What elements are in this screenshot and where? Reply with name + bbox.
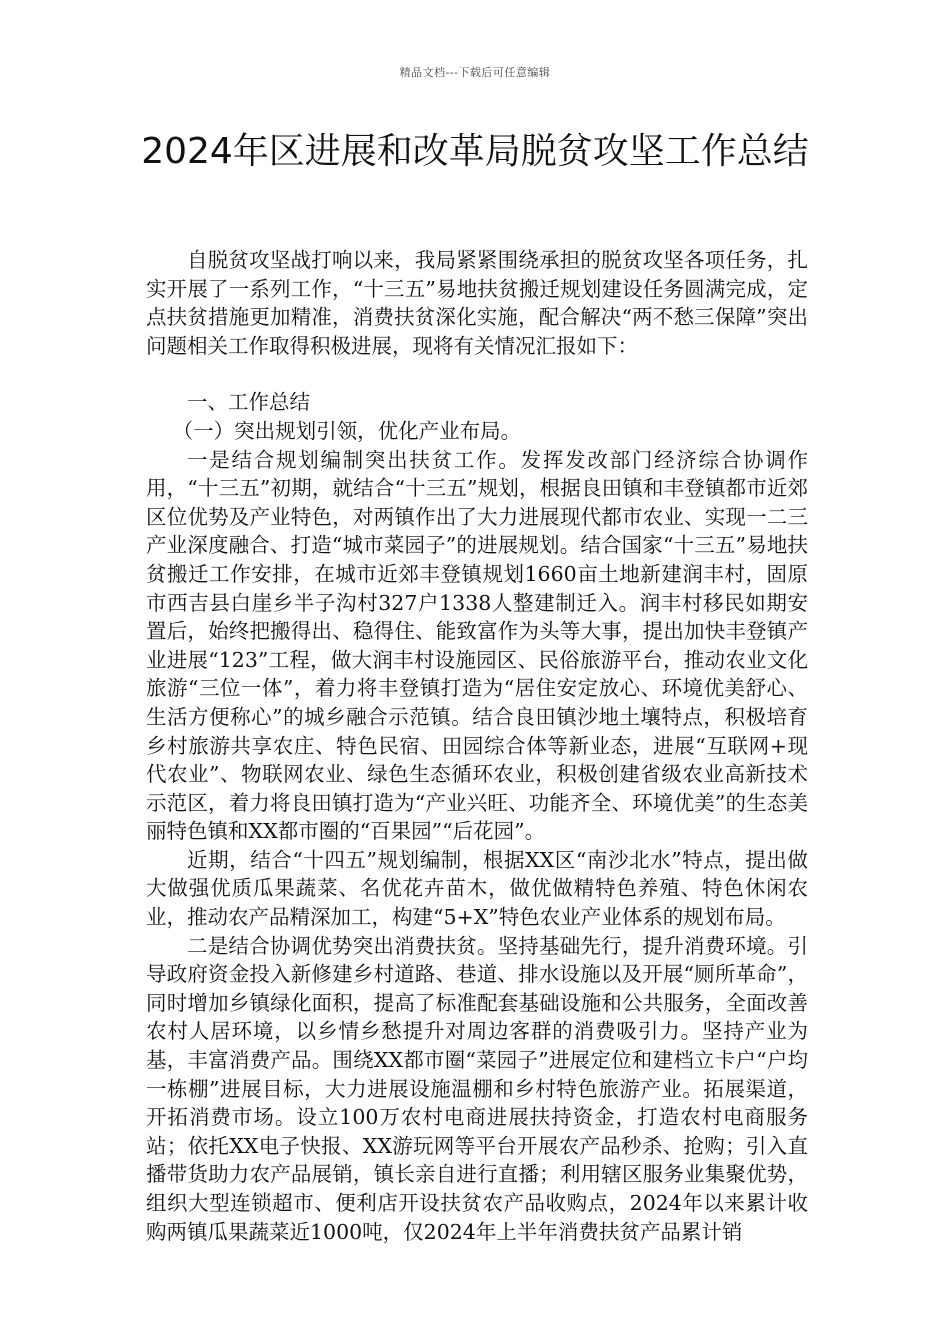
body-paragraph-2: 近期，结合“十四五”规划编制，根据XX区“南沙北水”特点，提出做大做强优质瓜果蔬菜、名优花卉苗木，做优做精特色养殖、特色休闲农业，推动农产品精深加工，构建“5+X”特色农业产业体系的规划布局。 [146, 847, 808, 930]
section-heading: 一、工作总结 [187, 390, 310, 415]
body-paragraph-3: 二是结合协调优势突出消费扶贫。坚持基础先行，提升消费环境。引导政府资金投入新修建乡村道路、巷道、排水设施以及开展“厕所革命”，同时增加乡镇绿化面积，提高了标准配套基础设施和公共服务，全面改善农村人居环境，以乡情乡愁提升对周边客群的消费吸引力。坚持产业为基，丰富消费产品。围绕XX都市圈“菜园子”进展定位和建档立卡户“户均一栋棚”进展目标，大力进展设施温棚和乡村特色旅游产业。拓展渠道，开拓消费市场。设立100万农村电商进展扶持资金，打造农村电商服务站；依托XX电子快报、XX游玩网等平台开展农产品秒杀、抢购；引入直播带货助力农产品展销，镇长亲自进行直播；利用辖区服务业集聚优势，组织大型连锁超市、便利店开设扶贫农产品收购点，2024年以来累计收购两镇瓜果蔬菜近1000吨，仅2024年上半年消费扶贫产品累计销 [146, 933, 808, 1244]
document-title: 2024年区进展和改革局脱贫攻坚工作总结 [141, 131, 809, 172]
subsection-heading: （一）突出规划引领，优化产业布局。 [172, 418, 522, 443]
document-body [146, 246, 808, 1246]
body-paragraph-1: 一是结合规划编制突出扶贫工作。发挥发改部门经济综合协调作用，“十三五”初期，就结合“十三五”规划，根据良田镇和丰登镇都市近郊区位优势及产业特色，对两镇作出了大力进展现代都市农业、实现一二三产业深度融合、打造“城市菜园子”的进展规划。结合国家“十三五”易地扶贫搬迁工作安排，在城市近郊丰登镇规划1660亩土地新建润丰村，固原市西吉县白崖乡半子沟村327户1338人整建制迁入。润丰村移民如期安置后，始终把搬得出、稳得住、能致富作为头等大事，提出加快丰登镇产业进展“123”工程，做大润丰村设施园区、民俗旅游平台，推动农业文化旅游“三位一体”，着力将丰登镇打造为“居住安定放心、环境优美舒心、生活方便称心”的城乡融合示范镇。结合良田镇沙地土壤特点，积极培育乡村旅游共享农庄、特色民宿、田园综合体等新业态，进展“互联网+现代农业”、物联网农业、绿色生态循环农业，积极创建省级农业高新技术示范区，着力将良田镇打造为“产业兴旺、功能齐全、环境优美”的生态美丽特色镇和XX都市圈的“百果园”“后花园”。 [146, 447, 808, 844]
intro-paragraph: 自脱贫攻坚战打响以来，我局紧紧围绕承担的脱贫攻坚各项任务，扎实开展了一系列工作，“十三五”易地扶贫搬迁规划建设任务圆满完成，定点扶贫措施更加精准，消费扶贫深化实施，配合解决“两不愁三保障”突出问题相关工作取得积极进展，现将有关情况汇报如下： [146, 248, 808, 358]
header-note: 精品文档---下载后可任意编辑 [399, 66, 551, 79]
